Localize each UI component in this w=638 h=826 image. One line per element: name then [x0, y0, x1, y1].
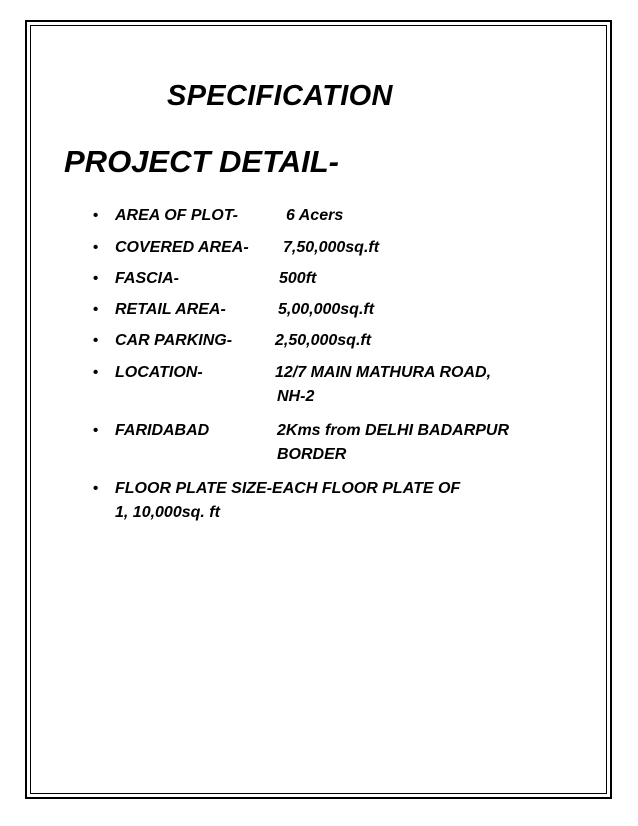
spec-value: 7,50,000sq.ft [283, 239, 380, 256]
document-title: SPECIFICATION [167, 80, 393, 112]
spec-label: COVERED AREA- [115, 239, 249, 256]
spec-value: 6 Acers [286, 207, 344, 224]
bullet-icon: • [93, 422, 99, 439]
bullet-icon: • [93, 480, 99, 497]
spec-value: 2Kms from DELHI BADARPUR [277, 422, 510, 439]
bullet-icon: • [93, 301, 99, 318]
section-heading-project-detail: PROJECT DETAIL- [64, 144, 339, 179]
bullet-icon: • [93, 364, 99, 381]
spec-label: FLOOR PLATE SIZE-EACH FLOOR PLATE OF [115, 480, 461, 497]
spec-value: 500ft [279, 270, 317, 287]
spec-label: AREA OF PLOT- [115, 207, 238, 224]
spec-label: FASCIA- [115, 270, 179, 287]
spec-value: 5,00,000sq.ft [278, 301, 375, 318]
spec-value: 12/7 MAIN MATHURA ROAD, [275, 364, 492, 381]
spec-label-continuation: 1, 10,000sq. ft [115, 504, 220, 521]
bullet-icon: • [93, 207, 99, 224]
spec-label: LOCATION- [115, 364, 203, 381]
bullet-icon: • [93, 239, 99, 256]
spec-label: FARIDABAD [115, 422, 210, 439]
spec-value-continuation: NH-2 [277, 388, 315, 405]
spec-value-continuation: BORDER [277, 446, 347, 463]
bullet-icon: • [93, 270, 99, 287]
spec-label: RETAIL AREA- [115, 301, 226, 318]
bullet-icon: • [93, 332, 99, 349]
spec-label: CAR PARKING- [115, 332, 233, 349]
spec-value: 2,50,000sq.ft [275, 332, 372, 349]
